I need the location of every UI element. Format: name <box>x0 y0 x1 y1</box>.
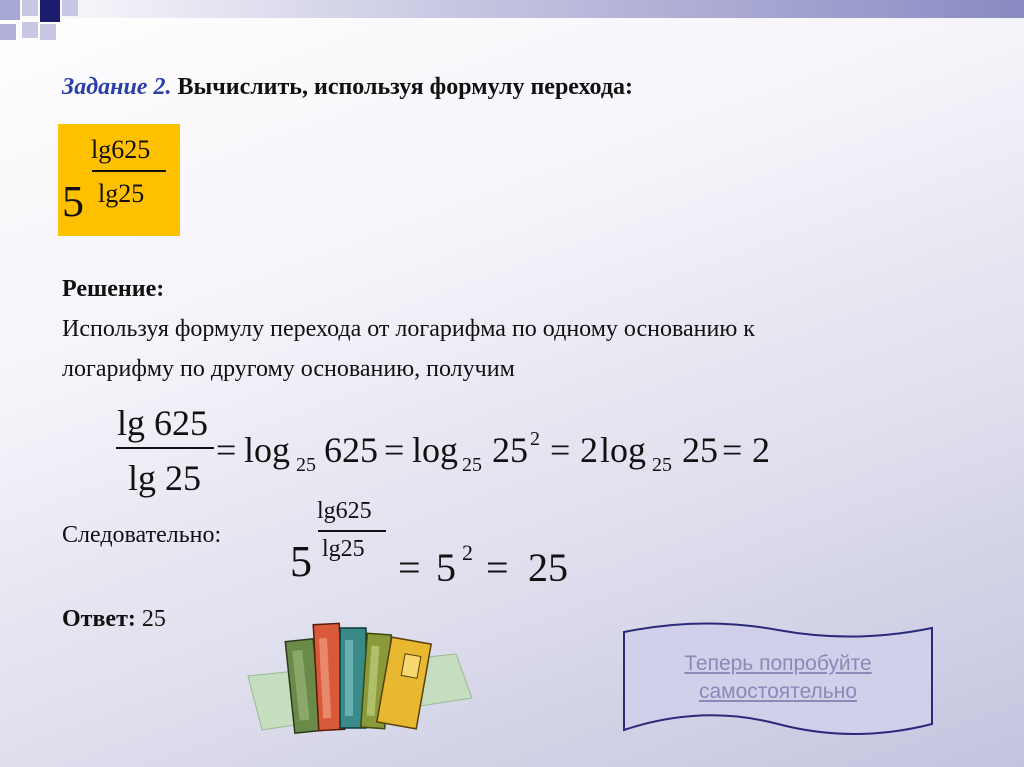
eq-equals-3: = <box>550 430 571 470</box>
answer-line <box>62 606 166 633</box>
expression-base: 5 <box>62 177 84 226</box>
answer-label: Ответ: <box>62 606 136 632</box>
cons-fraction-line <box>318 530 386 532</box>
eq-arg-1: 625 <box>324 430 378 470</box>
eq-coefficient: 2 <box>580 430 598 470</box>
cons-equals-2: = <box>486 545 509 590</box>
decor-square <box>40 0 60 22</box>
cons-equals-1: = <box>398 545 421 590</box>
eq-numerator: lg 625 <box>117 403 209 443</box>
cons-power-exponent: 2 <box>462 540 473 565</box>
cons-numerator: lg625 <box>317 498 372 524</box>
decor-square <box>62 0 78 16</box>
banner-link[interactable] <box>622 650 934 706</box>
solution-line-2: логарифму по другому основанию, получим <box>62 356 515 382</box>
task-title <box>62 74 633 101</box>
task-label: Задание 2. <box>62 74 172 100</box>
eq-denominator: lg 25 <box>128 458 202 498</box>
decor-square <box>40 24 56 40</box>
decor-square <box>22 22 38 38</box>
decor-square <box>0 0 20 20</box>
eq-equals-4: = <box>722 430 743 470</box>
try-yourself-banner[interactable] <box>622 620 934 740</box>
eq-arg-2-exponent: 2 <box>530 428 540 450</box>
eq-arg-2-base: 25 <box>492 430 528 470</box>
expression-numerator: lg625 <box>91 135 151 164</box>
cons-power-base: 5 <box>436 545 456 590</box>
eq-log-3: log <box>600 430 647 470</box>
eq-log-2-base: 25 <box>462 454 482 476</box>
eq-arg-3: 25 <box>682 430 718 470</box>
eq-result: 2 <box>752 430 770 470</box>
eq-equals-1: = <box>216 430 237 470</box>
banner-line-2: самостоятельно <box>698 680 858 703</box>
consequently-label: Следовательно: <box>62 522 222 548</box>
top-decor-bar <box>0 0 1024 18</box>
eq-log-1: log <box>244 430 291 470</box>
banner-line-1: Теперь попробуйте <box>684 652 872 675</box>
books-illustration <box>244 610 474 742</box>
task-text: Вычислить, используя формулу перехода: <box>171 74 633 100</box>
eq-log-1-base: 25 <box>296 454 316 476</box>
solution-line-1: Используя формулу перехода от логарифма по одному основанию к <box>62 316 755 342</box>
expression-fraction-line <box>92 170 166 172</box>
cons-base: 5 <box>290 537 312 586</box>
answer-value: 25 <box>135 606 166 632</box>
eq-log-3-base: 25 <box>652 454 672 476</box>
eq-log-2: log <box>412 430 459 470</box>
eq-fraction-line <box>116 447 214 449</box>
expression-denominator: lg25 <box>98 179 145 208</box>
cons-result: 25 <box>528 545 568 590</box>
decor-square <box>0 24 16 40</box>
decor-square <box>22 0 38 16</box>
eq-equals-2: = <box>384 430 405 470</box>
solution-heading: Решение: <box>62 276 165 302</box>
cons-denominator: lg25 <box>322 536 365 562</box>
